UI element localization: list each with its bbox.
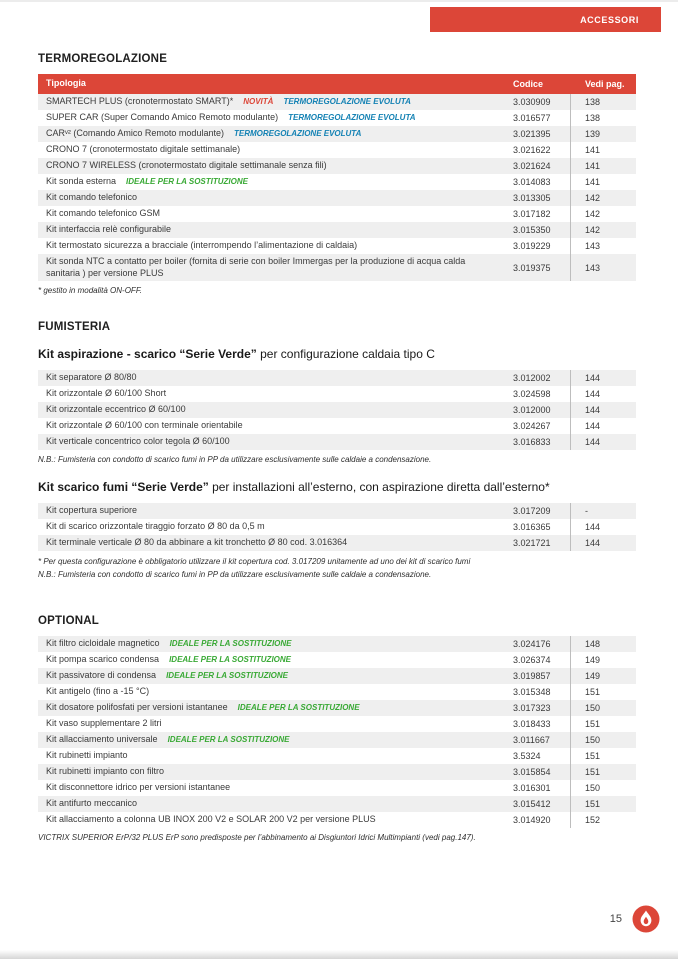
item-page: 144 (570, 535, 636, 551)
item-code: 3.013305 (513, 193, 551, 203)
item-code: 3.030909 (513, 97, 551, 107)
table-row (38, 174, 636, 190)
item-page: 139 (570, 126, 636, 142)
table-row (38, 402, 636, 418)
item-label (38, 503, 504, 519)
item-text: SUPER CAR (Super Comando Amico Remoto modulante) (46, 112, 279, 123)
item-code: 3.019229 (513, 241, 551, 251)
optional-table-body (38, 636, 636, 828)
item-page: 144 (570, 402, 636, 418)
item-page: 144 (570, 386, 636, 402)
item-page: 143 (570, 254, 636, 281)
item-text: SMARTECH PLUS (cronotermostato SMART)* (46, 96, 234, 107)
table-row (38, 222, 636, 238)
table-row (38, 386, 636, 402)
page-footer (610, 905, 660, 933)
item-badge-green: IDEALE PER LA SOSTITUZIONE (166, 670, 289, 680)
section-title-optional: OPTIONAL (38, 614, 100, 627)
item-page: 148 (570, 636, 636, 652)
item-text: Kit comando telefonico GSM (46, 208, 161, 219)
table-row (38, 716, 636, 732)
item-text: Kit separatore Ø 80/80 (46, 372, 137, 383)
item-text: Kit dosatore polifosfati per versioni istantanee (46, 701, 228, 712)
item-page: 144 (570, 519, 636, 535)
item-badge-blue: TERMOREGOLAZIONE EVOLUTA (288, 113, 416, 123)
termoregolazione-table-body (38, 94, 636, 281)
item-code: 3.021395 (513, 129, 551, 139)
item-label (38, 668, 504, 684)
item-badge-green: IDEALE PER LA SOSTITUZIONE (169, 654, 291, 664)
item-label (38, 158, 504, 174)
item-badge-green: IDEALE PER LA SOSTITUZIONE (126, 177, 248, 187)
subsection-heading-bold: Kit scarico fumi “Serie Verde” (38, 479, 209, 494)
item-code: 3.024598 (513, 389, 551, 400)
header-codice: Codice (513, 79, 544, 89)
table-row (38, 126, 636, 142)
item-code: 3.019857 (513, 670, 551, 681)
item-label (38, 434, 504, 450)
item-text: Kit rubinetti impianto con filtro (46, 765, 165, 776)
termoregolazione-footnote: * gestito in modalità ON-OFF. (38, 286, 142, 296)
scarico-fumi-table-body (38, 503, 636, 551)
table-row (38, 142, 636, 158)
item-label (38, 386, 504, 402)
item-text: Kit comando telefonico (46, 192, 138, 203)
item-code: 3.012002 (513, 373, 551, 384)
header-tipologia: Tipologia (46, 78, 86, 89)
item-label (38, 142, 504, 158)
item-text: Kit di scarico orizzontale tiraggio forzato Ø 80 da 0,5 m (46, 521, 265, 532)
item-code: 3.015854 (513, 766, 551, 777)
item-page: 151 (570, 796, 636, 812)
item-label (38, 126, 504, 142)
item-label (38, 748, 504, 764)
page-number: 15 (609, 913, 622, 925)
table-row (38, 238, 636, 254)
item-code: 3.016833 (513, 437, 551, 448)
item-text: CARᵛ² (Comando Amico Remoto modulante) (46, 128, 224, 139)
subsection-heading-scarico-fumi (38, 480, 636, 494)
item-text: Kit sonda esterna (46, 176, 117, 187)
item-text: Kit disconnettore idrico per versioni istantanee (46, 781, 231, 792)
banner-label: ACCESSORI (580, 14, 639, 25)
table-row (38, 796, 636, 812)
item-text: Kit filtro cicloidale magnetico (46, 637, 160, 648)
item-label (38, 812, 504, 828)
header-vedi-pag: Vedi pag. (585, 79, 625, 89)
item-page: 149 (570, 652, 636, 668)
table-row (38, 519, 636, 535)
catalog-content (38, 0, 636, 843)
item-code: 3.026374 (513, 654, 551, 665)
item-page: 141 (570, 158, 636, 174)
table-row (38, 780, 636, 796)
table-row (38, 434, 636, 450)
aspirazione-table-body (38, 370, 636, 450)
item-code: 3.014083 (513, 177, 551, 187)
item-badge-red: NOVITÀ (243, 97, 274, 107)
item-badge-blue: TERMOREGOLAZIONE EVOLUTA (283, 97, 411, 107)
table-row (38, 110, 636, 126)
item-page: 150 (570, 700, 636, 716)
item-text: CRONO 7 WIRELESS (cronotermostato digitale settimanale senza fili) (46, 160, 327, 171)
item-text: Kit interfaccia relè configurabile (46, 224, 172, 235)
item-page: 144 (570, 370, 636, 386)
section-title-fumisteria: FUMISTERIA (38, 321, 111, 334)
item-badge-green: IDEALE PER LA SOSTITUZIONE (167, 734, 290, 744)
subsection-heading-aspirazione (38, 347, 636, 361)
item-code: 3.024267 (513, 421, 551, 432)
item-text: Kit rubinetti impianto (46, 749, 128, 760)
item-label (38, 535, 504, 551)
item-text: Kit terminale verticale Ø 80 da abbinare a kit tronchetto Ø 80 cod. 3.016364 (46, 537, 348, 548)
item-label (38, 254, 504, 281)
item-text: Kit antifurto meccanico (46, 797, 138, 808)
item-label (38, 190, 504, 206)
table-header-row (38, 74, 636, 94)
item-code: 3.019375 (513, 262, 551, 273)
item-code: 3.018433 (513, 718, 551, 729)
item-text: Kit copertura superiore (46, 505, 138, 516)
item-label (38, 732, 504, 748)
item-page: 141 (570, 174, 636, 190)
item-text: Kit sonda NTC a contatto per boiler (fornita di serie con boiler Immergas per la produzione di acqua calda sanitaria ) per versione PLUS (46, 256, 466, 278)
item-page: 142 (570, 222, 636, 238)
item-text: Kit orizzontale eccentrico Ø 60/100 (46, 404, 186, 415)
item-code: 3.016365 (513, 521, 551, 532)
flame-logo-icon (632, 905, 660, 933)
item-page: 151 (570, 684, 636, 700)
item-text: Kit antigelo (fino a -15 °C) (46, 685, 150, 696)
table-row (38, 812, 636, 828)
item-text: Kit pompa scarico condensa (46, 653, 160, 664)
table-row (38, 535, 636, 551)
item-label (38, 110, 504, 126)
item-label (38, 652, 504, 668)
item-label (38, 370, 504, 386)
table-row (38, 254, 636, 281)
item-code: 3.015348 (513, 686, 551, 697)
item-badge-blue: TERMOREGOLAZIONE EVOLUTA (233, 129, 362, 139)
item-label (38, 418, 504, 434)
item-page: 142 (570, 206, 636, 222)
page-edge-bottom (0, 950, 678, 959)
item-text: Kit vaso supplementare 2 litri (46, 717, 162, 728)
item-page: 138 (570, 94, 636, 110)
item-label (38, 796, 504, 812)
item-label (38, 684, 504, 700)
table-row (38, 418, 636, 434)
table-row (38, 190, 636, 206)
section-title-termoregolazione: TERMOREGOLAZIONE (38, 53, 168, 65)
table-row (38, 94, 636, 110)
item-badge-green: IDEALE PER LA SOSTITUZIONE (169, 638, 292, 648)
item-label (38, 780, 504, 796)
item-text: Kit allacciamento a colonna UB INOX 200 V2 e SOLAR 200 V2 per versione PLUS (46, 813, 376, 824)
item-code: 3.015350 (513, 225, 551, 235)
item-label (38, 94, 504, 110)
scarico-fumi-footnote-2: N.B.: Fumisteria con condotto di scarico fumi in PP da utilizzare esclusivamente sulle caldaie a condensazione. (38, 569, 432, 579)
item-code: 3.011667 (513, 734, 550, 745)
item-page: 151 (570, 748, 636, 764)
scarico-fumi-table (38, 503, 636, 551)
table-row (38, 503, 636, 519)
termoregolazione-table (38, 74, 636, 281)
item-code: 3.017182 (513, 209, 551, 219)
item-label (38, 238, 504, 254)
item-label (38, 174, 504, 190)
item-text: CRONO 7 (cronotermostato digitale settimanale) (46, 144, 241, 155)
table-row (38, 668, 636, 684)
scarico-fumi-footnote-1: * Per questa configurazione è obbligatorio utilizzare il kit copertura cod. 3.017209 unitamente ad uno dei kit di scarico fumi (38, 556, 471, 566)
item-code: 3.016577 (513, 113, 551, 123)
table-row (38, 636, 636, 652)
item-label (38, 222, 504, 238)
item-text: Kit orizzontale Ø 60/100 con terminale orientabile (46, 420, 243, 431)
optional-table (38, 636, 636, 828)
aspirazione-table (38, 370, 636, 450)
item-code: 3.012000 (513, 405, 551, 416)
item-code: 3.016301 (513, 782, 551, 793)
item-label (38, 519, 504, 535)
item-badge-green: IDEALE PER LA SOSTITUZIONE (237, 702, 360, 712)
table-row (38, 652, 636, 668)
item-text: Kit passivatore di condensa (46, 669, 157, 680)
item-code: 3.021721 (513, 537, 551, 548)
item-text: Kit verticale concentrico color tegola Ø 60/100 (46, 436, 230, 447)
item-text: Kit orizzontale Ø 60/100 Short (46, 388, 167, 399)
table-row (38, 370, 636, 386)
item-code: 3.021624 (513, 161, 551, 171)
item-label (38, 636, 504, 652)
item-page: 150 (570, 732, 636, 748)
table-row (38, 206, 636, 222)
table-row (38, 732, 636, 748)
item-label (38, 716, 504, 732)
item-text: Kit termostato sicurezza a bracciale (interrompendo l’alimentazione di caldaia) (46, 240, 358, 251)
item-code: 3.014920 (513, 814, 551, 825)
item-page: 151 (570, 764, 636, 780)
aspirazione-note: N.B.: Fumisteria con condotto di scarico fumi in PP da utilizzare esclusivamente sulle caldaie a condensazione. (38, 455, 432, 465)
item-page: 143 (570, 238, 636, 254)
item-code: 3.015412 (513, 798, 551, 809)
item-page: 144 (570, 434, 636, 450)
table-row (38, 700, 636, 716)
item-text: Kit allacciamento universale (46, 733, 158, 744)
table-row (38, 748, 636, 764)
item-label (38, 764, 504, 780)
subsection-heading-rest: per configurazione caldaia tipo C (256, 347, 435, 362)
item-label (38, 700, 504, 716)
item-label (38, 206, 504, 222)
item-code: 3.017209 (513, 505, 551, 516)
item-page: 151 (570, 716, 636, 732)
item-page: 141 (570, 142, 636, 158)
item-page: 142 (570, 190, 636, 206)
optional-footnote: VICTRIX SUPERIOR ErP/32 PLUS ErP sono predisposte per l’abbinamento ai Disgiuntori Idrici Multimpianti (vedi pag.147). (38, 832, 476, 842)
item-page: 149 (570, 668, 636, 684)
subsection-heading-bold: Kit aspirazione - scarico “Serie Verde” (38, 347, 257, 362)
item-page: 150 (570, 780, 636, 796)
table-row (38, 684, 636, 700)
item-code: 3.021622 (513, 145, 551, 155)
item-code: 3.5324 (513, 750, 541, 761)
subsection-heading-rest: per installazioni all’esterno, con aspirazione diretta dall’esterno* (208, 479, 550, 494)
item-page: 144 (570, 418, 636, 434)
item-page: 152 (570, 812, 636, 828)
item-code: 3.017323 (513, 702, 551, 713)
table-row (38, 158, 636, 174)
item-code: 3.024176 (513, 638, 551, 649)
item-label (38, 402, 504, 418)
item-page: 138 (570, 110, 636, 126)
item-page: - (570, 503, 636, 519)
table-row (38, 764, 636, 780)
